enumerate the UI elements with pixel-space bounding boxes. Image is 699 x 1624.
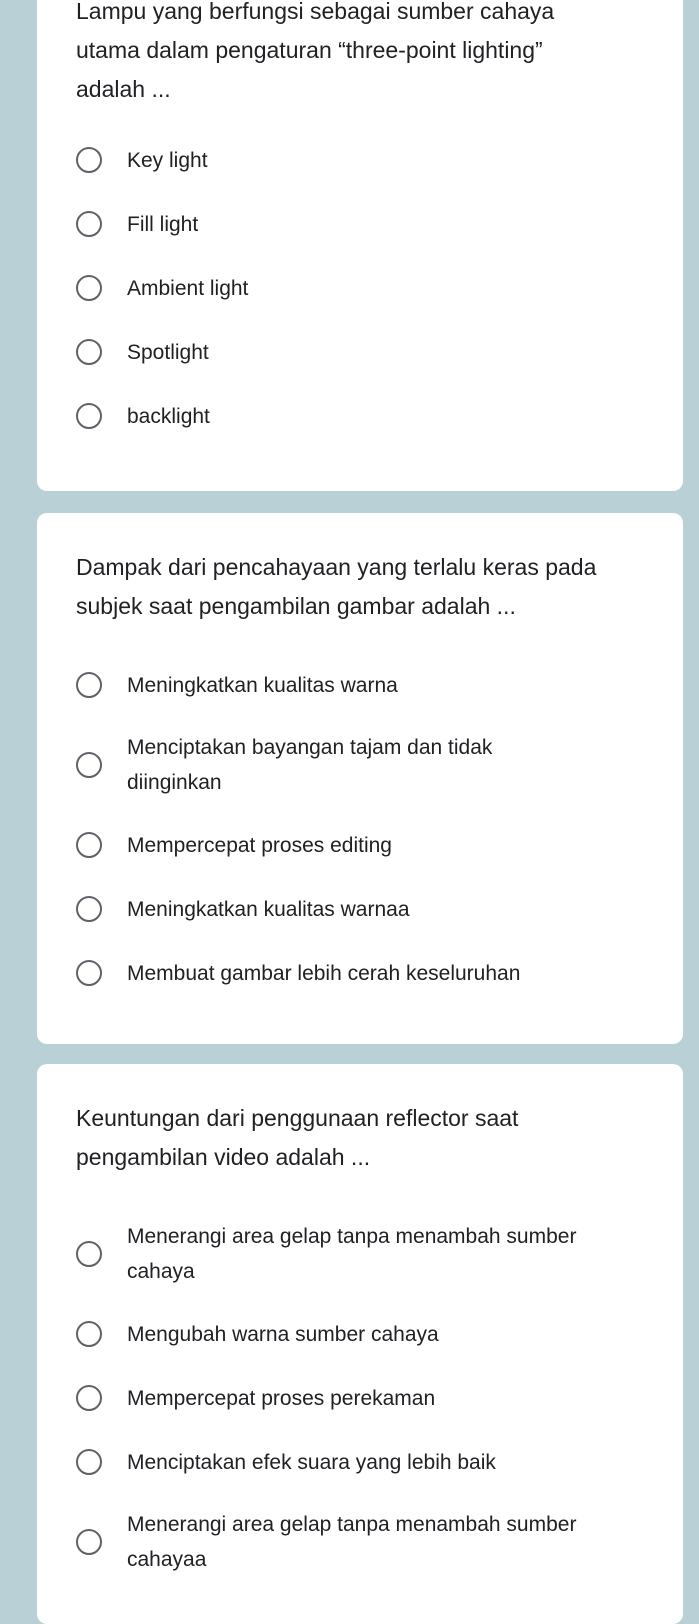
option-4[interactable] [76, 877, 643, 941]
option-key-light[interactable] [76, 128, 643, 192]
option-label: Spotlight [127, 340, 209, 364]
radio-button[interactable] [76, 211, 102, 237]
radio-button[interactable] [76, 403, 102, 429]
option-label: Membuat gambar lebih cerah keseluruhan [127, 961, 521, 985]
radio-button[interactable] [76, 832, 102, 858]
option-ambient-light[interactable] [76, 256, 643, 320]
radio-button[interactable] [76, 147, 102, 173]
option-label: Mempercepat proses editing [127, 833, 392, 857]
radio-button[interactable] [76, 960, 102, 986]
radio-button[interactable] [76, 896, 102, 922]
question-card-1 [37, 0, 683, 491]
option-label: backlight [127, 404, 210, 428]
radio-button[interactable] [76, 339, 102, 365]
option-label: Mengubah warna sumber cahaya [127, 1322, 439, 1346]
radio-button[interactable] [76, 752, 102, 778]
option-3[interactable] [76, 1366, 643, 1430]
radio-button[interactable] [76, 1385, 102, 1411]
option-backlight[interactable] [76, 384, 643, 448]
option-fill-light[interactable] [76, 192, 643, 256]
option-2[interactable] [76, 1302, 643, 1366]
option-label: Menerangi area gelap tanpa menambah sumber cahayaa [127, 1513, 577, 1571]
option-label: Meningkatkan kualitas warnaa [127, 897, 410, 921]
radio-button[interactable] [76, 1241, 102, 1267]
option-3[interactable] [76, 813, 643, 877]
option-label: Menerangi area gelap tanpa menambah sumber cahaya [127, 1225, 577, 1283]
radio-button[interactable] [76, 1321, 102, 1347]
option-label: Fill light [127, 212, 199, 236]
option-5[interactable] [76, 941, 643, 1005]
option-label: Ambient light [127, 276, 249, 300]
option-2[interactable] [76, 717, 643, 813]
option-label: Mempercepat proses perekaman [127, 1386, 436, 1410]
option-label: Menciptakan efek suara yang lebih baik [127, 1450, 496, 1474]
option-5[interactable] [76, 1494, 643, 1590]
radio-button[interactable] [76, 1449, 102, 1475]
option-4[interactable] [76, 1430, 643, 1494]
option-1[interactable] [76, 653, 643, 717]
radio-button[interactable] [76, 275, 102, 301]
question-title: Keuntungan dari penggunaan reflector saat pengambilan video adalah ... [76, 1105, 519, 1170]
question-card-2 [37, 513, 683, 1044]
option-label: Meningkatkan kualitas warna [127, 673, 398, 697]
option-label: Key light [127, 148, 208, 172]
option-label: Menciptakan bayangan tajam dan tidak diinginkan [127, 736, 493, 794]
option-spotlight[interactable] [76, 320, 643, 384]
radio-button[interactable] [76, 672, 102, 698]
question-title: Dampak dari pencahayaan yang terlalu keras pada subjek saat pengambilan gambar adalah ... [76, 554, 597, 619]
question-title: Lampu yang berfungsi sebagai sumber cahaya utama dalam pengaturan “three-point lighting” adalah ... [76, 0, 555, 102]
radio-button[interactable] [76, 1529, 102, 1555]
question-card-3 [37, 1064, 683, 1624]
option-1[interactable] [76, 1206, 643, 1302]
